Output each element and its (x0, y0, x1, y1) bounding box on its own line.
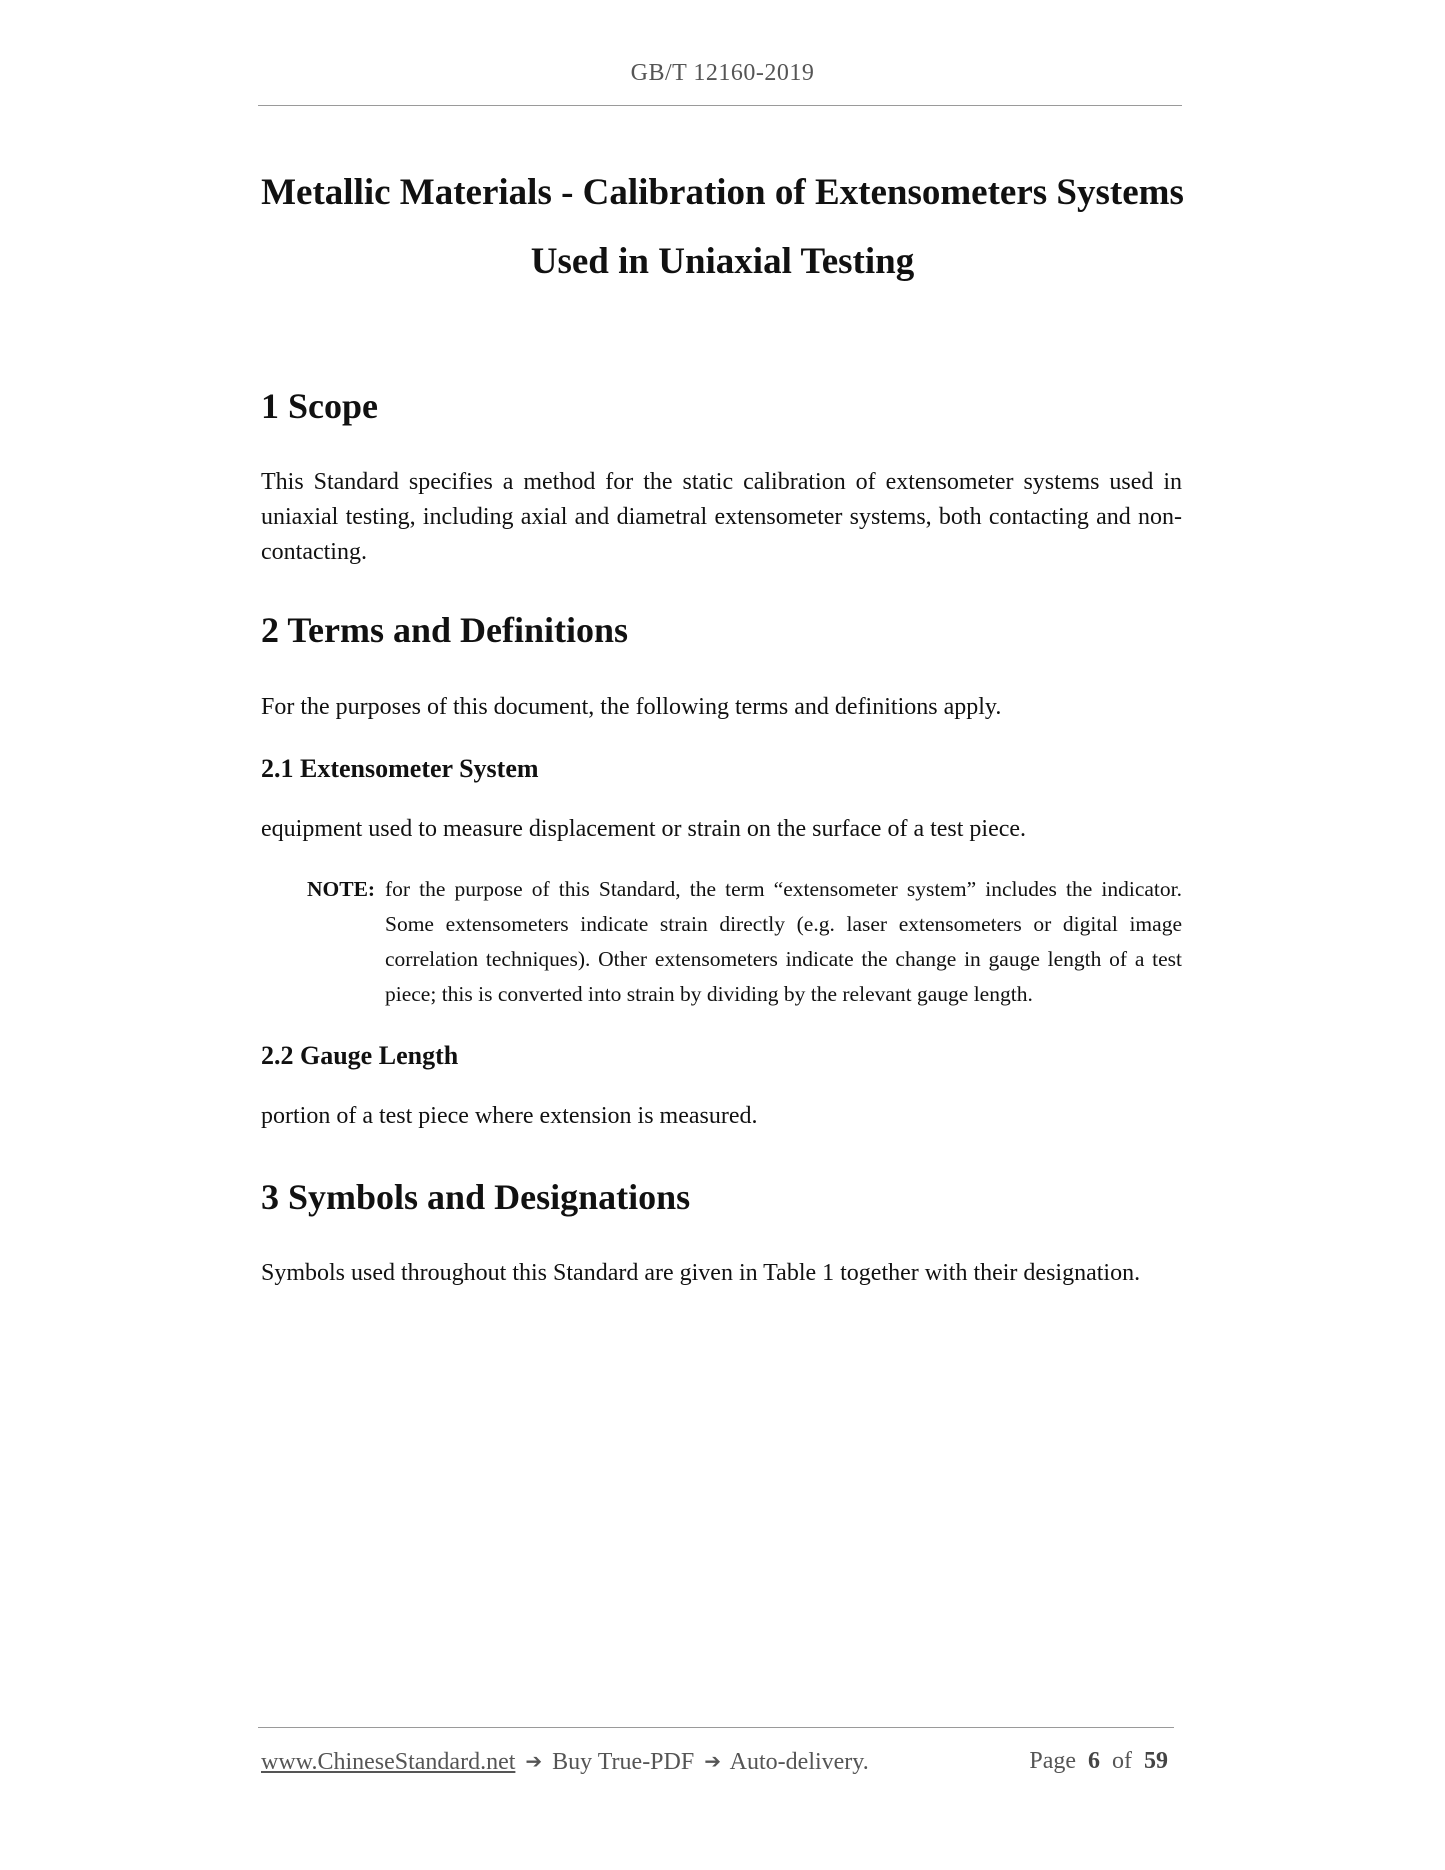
page-of-label: of (1112, 1748, 1132, 1774)
arrow-right-icon: ➔ (704, 1749, 721, 1773)
document-title (200, 158, 1245, 296)
page-current: 6 (1088, 1748, 1100, 1774)
title-line-2: Used in Uniaxial Testing (530, 241, 915, 282)
term-heading-gauge-length: 2.2 Gauge Length (261, 1041, 459, 1070)
term-definition-extensometer-system: equipment used to measure displacement or strain on the surface of a test piece. (261, 816, 1027, 842)
note-text: for the purpose of this Standard, the term “extensometer system” includes the indicator. Some extensometers indicate strain directly (e.g. laser extensometers or digital image correlation techniques). Other extensometers indicate the change in gauge length of a test piece; this is converted into strain by dividing by the relevant gauge length. (385, 877, 1182, 1006)
term-heading-extensometer-system: 2.1 Extensometer System (261, 754, 539, 783)
page-number (1029, 1746, 1174, 1776)
website-link[interactable]: www.ChineseStandard.net (261, 1749, 516, 1775)
scope-paragraph: This Standard specifies a method for the static calibration of extensometer systems used in uniaxial testing, including axial and diametral extensometer systems, both contacting and non-contacting. (261, 469, 1182, 565)
footer-divider (258, 1727, 1174, 1728)
section-heading-scope: 1 Scope (261, 386, 378, 426)
document-code: GB/T 12160-2019 (630, 60, 815, 86)
term-definition-gauge-length: portion of a test piece where extension is measured. (261, 1103, 758, 1129)
header-divider (258, 105, 1182, 106)
footer-promo (261, 1746, 869, 1777)
auto-delivery-text: Auto-delivery. (729, 1749, 869, 1775)
note-label: NOTE: (307, 877, 376, 901)
section-heading-terms: 2 Terms and Definitions (261, 610, 629, 650)
page-total: 59 (1144, 1748, 1168, 1774)
section-heading-symbols: 3 Symbols and Designations (261, 1177, 691, 1217)
note-block (307, 872, 1182, 1012)
page-label: Page (1029, 1748, 1076, 1774)
buy-true-pdf-text: Buy True-PDF (552, 1749, 695, 1775)
title-line-1: Metallic Materials - Calibration of Extensometers Systems (261, 172, 1184, 213)
arrow-right-icon: ➔ (525, 1749, 543, 1773)
terms-intro-paragraph: For the purposes of this document, the following terms and definitions apply. (261, 694, 1002, 720)
symbols-paragraph: Symbols used throughout this Standard are given in Table 1 together with their designation. (261, 1260, 1141, 1286)
